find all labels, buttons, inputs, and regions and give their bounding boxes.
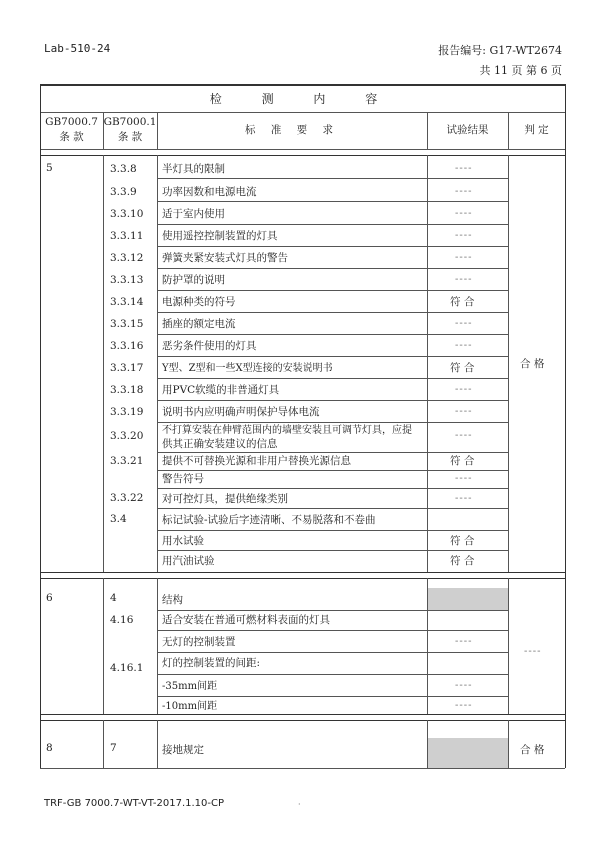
requirement-text: 恶劣条件使用的灯具 xyxy=(162,340,257,352)
row-divider xyxy=(157,674,508,675)
row-divider xyxy=(157,452,508,453)
col-divider xyxy=(508,112,509,149)
result-value: ---- xyxy=(455,636,473,647)
requirement-text: 用PVC软缆的非普通灯具 xyxy=(162,384,280,396)
requirement-text: 适于室内使用 xyxy=(162,208,225,220)
requirement-text: -10mm间距 xyxy=(162,701,218,712)
section6-gb7-clause: 6 xyxy=(46,592,53,604)
section-divider xyxy=(40,578,565,579)
requirement-text: 结构 xyxy=(162,594,183,606)
report-number: 报告编号: G17-WT2674 xyxy=(438,44,562,57)
requirement-text: 对可控灯具，提供绝缘类别 xyxy=(162,493,288,505)
clause-number: 3.3.19 xyxy=(110,406,144,418)
requirement-text: 接地规定 xyxy=(162,744,204,756)
row-divider xyxy=(157,224,508,225)
row-divider xyxy=(157,356,508,357)
row-divider xyxy=(157,652,508,653)
result-value: 符 合 xyxy=(450,555,475,567)
requirement-text: Y型、Z型和一些X型连接的安装说明书 xyxy=(162,363,333,374)
row-divider xyxy=(157,290,508,291)
clause-number: 3.4 xyxy=(110,513,127,525)
requirement-text: 提供不可替换光源和非用户替换光源信息 xyxy=(162,455,351,467)
shaded-result-cell xyxy=(428,588,508,610)
result-value: ---- xyxy=(455,473,473,484)
requirement-text: 用汽油试验 xyxy=(162,555,215,567)
col-divider xyxy=(103,720,104,768)
result-value: 符 合 xyxy=(450,535,475,547)
result-value: ---- xyxy=(455,493,473,504)
col-divider xyxy=(103,578,104,714)
clause-number: 3.3.10 xyxy=(110,208,144,220)
row-divider xyxy=(157,530,508,531)
row-divider xyxy=(157,696,508,697)
title-divider xyxy=(40,112,565,113)
requirement-text: 防护罩的说明 xyxy=(162,274,225,286)
result-value: ---- xyxy=(455,700,473,711)
section-divider xyxy=(40,720,565,721)
section6-verdict: ---- xyxy=(524,646,542,657)
table-title: 检 测 内 容 xyxy=(209,92,396,106)
clause-number: 3.3.15 xyxy=(110,318,144,330)
clause-number: 4 xyxy=(110,592,117,604)
row-divider xyxy=(157,268,508,269)
col-divider xyxy=(508,155,509,572)
result-value: ---- xyxy=(455,252,473,263)
requirement-text: 电源种类的符号 xyxy=(162,296,236,308)
col-divider xyxy=(103,112,104,149)
requirement-text: 警告符号 xyxy=(162,473,204,485)
form-id: TRF-GB 7000.7-WT-VT-2017.1.10-CP xyxy=(44,798,225,809)
header-bottom xyxy=(40,149,565,150)
requirement-text: -35mm间距 xyxy=(162,681,218,692)
result-value: 符 合 xyxy=(450,362,475,374)
row-divider xyxy=(157,488,508,489)
result-value: 符 合 xyxy=(450,455,475,467)
clause-number: 3.3.12 xyxy=(110,252,144,264)
result-value: ---- xyxy=(455,186,473,197)
table-top-border xyxy=(40,84,565,86)
col-divider xyxy=(157,578,158,714)
row-divider xyxy=(157,378,508,379)
col-gb1-sub: 条 款 xyxy=(117,131,143,143)
col-divider xyxy=(508,578,509,714)
col-divider xyxy=(427,155,428,572)
clause-number: 3.3.21 xyxy=(110,455,144,467)
requirement-text: 插座的额定电流 xyxy=(162,318,236,330)
table-left-border xyxy=(40,84,41,768)
col-gb7-label: GB7000.7 xyxy=(45,116,98,128)
requirement-text: 标记试验-试验后字迹清晰、不易脱落和不卷曲 xyxy=(162,514,376,526)
col-requirement: 标 准 要 求 xyxy=(244,124,339,136)
col-divider xyxy=(157,155,158,572)
row-divider xyxy=(157,400,508,401)
result-value: ---- xyxy=(455,680,473,691)
result-value: 符 合 xyxy=(450,296,475,308)
clause-number: 4.16.1 xyxy=(110,662,144,674)
clause-number: 3.3.11 xyxy=(110,230,144,242)
requirement-text: 无灯的控制装置 xyxy=(162,636,236,648)
requirement-text: 半灯具的限制 xyxy=(162,163,225,175)
result-value: ---- xyxy=(455,406,473,417)
requirement-text: 说明书内应明确声明保护导体电流 xyxy=(162,406,320,418)
clause-number: 4.16 xyxy=(110,614,134,626)
col-verdict: 判 定 xyxy=(524,124,549,136)
clause-number: 3.3.16 xyxy=(110,340,144,352)
row-divider xyxy=(157,312,508,313)
table-bottom-border xyxy=(40,768,565,769)
col-divider xyxy=(103,155,104,572)
clause-number: 3.3.17 xyxy=(110,362,144,374)
requirement-text: 使用遥控控制装置的灯具 xyxy=(162,230,278,242)
row-divider xyxy=(157,246,508,247)
row-divider xyxy=(157,508,508,509)
row-divider xyxy=(157,470,508,471)
row-divider xyxy=(157,630,508,631)
row-divider xyxy=(157,610,508,611)
clause-number: 3.3.14 xyxy=(110,296,144,308)
col-divider xyxy=(157,720,158,768)
shaded-result-cell xyxy=(428,738,508,768)
result-value: ---- xyxy=(455,340,473,351)
lab-id: Lab-510-24 xyxy=(44,42,111,55)
row-divider xyxy=(157,334,508,335)
col-divider xyxy=(427,112,428,149)
requirement-text: 用水试验 xyxy=(162,535,204,547)
section-divider xyxy=(40,572,565,573)
col-gb7-sub: 条 款 xyxy=(59,131,84,143)
requirement-text: 不打算安装在伸臂范围内的墙壁安装且可调节灯具，应提 xyxy=(162,425,412,436)
result-value: ---- xyxy=(455,384,473,395)
clause-number: 3.3.20 xyxy=(110,430,144,442)
table-right-border xyxy=(565,84,566,768)
result-value: ---- xyxy=(455,430,473,441)
clause-number: 3.3.22 xyxy=(110,492,144,504)
clause-number: 3.3.8 xyxy=(110,163,137,175)
section5-verdict: 合 格 xyxy=(520,358,545,370)
section-divider xyxy=(40,714,565,715)
row-divider xyxy=(157,201,508,202)
col-divider xyxy=(508,720,509,768)
row-divider xyxy=(157,550,508,551)
footer-mark: · xyxy=(298,800,301,809)
row-divider xyxy=(157,178,508,179)
section8-gb7-clause: 8 xyxy=(46,742,53,754)
section5-gb7-clause: 5 xyxy=(46,162,53,174)
requirement-text-cont: 供其正确安装建议的信息 xyxy=(162,438,278,450)
clause-number: 7 xyxy=(110,742,117,754)
col-gb1-label: GB7000.1 xyxy=(103,116,157,128)
clause-number: 3.3.18 xyxy=(110,384,144,396)
col-divider xyxy=(157,112,158,149)
section8-verdict: 合 格 xyxy=(520,744,545,756)
result-value: ---- xyxy=(455,230,473,241)
requirement-text: 适合安装在普通可燃材料表面的灯具 xyxy=(162,614,330,626)
requirement-text: 弹簧夹紧安装式灯具的警告 xyxy=(162,252,288,264)
clause-number: 3.3.13 xyxy=(110,274,144,286)
result-value: ---- xyxy=(455,318,473,329)
result-value: ---- xyxy=(455,163,473,174)
clause-number: 3.3.9 xyxy=(110,186,137,198)
requirement-text: 灯的控制装置的间距: xyxy=(162,657,261,669)
header-bottom-double xyxy=(40,155,565,156)
row-divider xyxy=(157,422,508,423)
result-value: ---- xyxy=(455,208,473,219)
requirement-text: 功率因数和电源电流 xyxy=(162,186,257,198)
col-result: 试验结果 xyxy=(446,124,489,136)
result-value: ---- xyxy=(455,274,473,285)
page-info: 共 11 页 第 6 页 xyxy=(479,64,562,77)
